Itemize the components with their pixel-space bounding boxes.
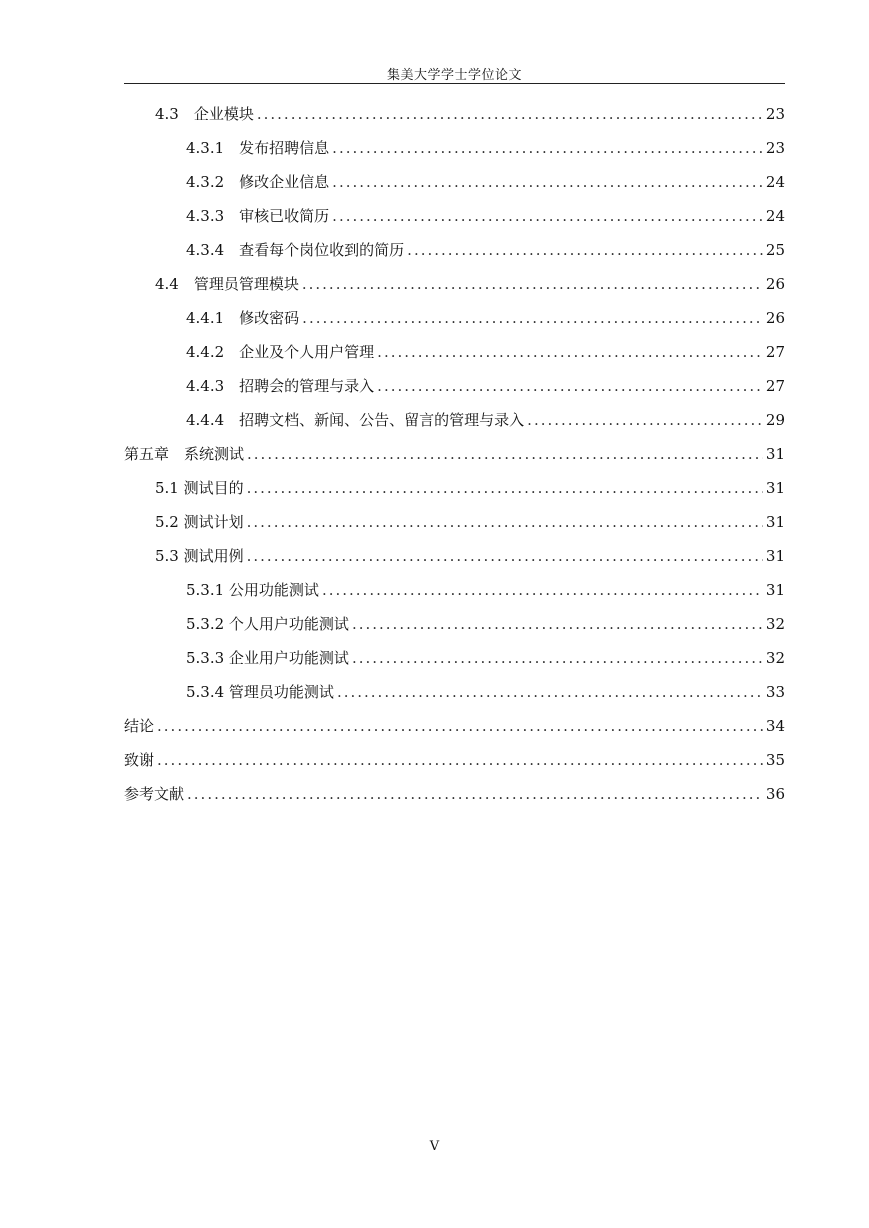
toc-leader-dots: [302, 309, 763, 327]
toc-entry[interactable]: [124, 103, 785, 137]
toc-entry-label: 参考文献: [124, 785, 185, 803]
toc-entry-page-number: 29: [765, 411, 785, 429]
toc-entry-label: 第五章 系统测试: [124, 445, 245, 463]
toc-entry[interactable]: [124, 239, 785, 273]
toc-entry[interactable]: [124, 579, 785, 613]
toc-entry[interactable]: [124, 545, 785, 579]
toc-entry-label: 4.4.3 招聘会的管理与录入: [186, 377, 375, 395]
header-divider: [124, 83, 785, 84]
toc-entry-page-number: 32: [765, 649, 785, 667]
toc-entry-page-number: 36: [765, 785, 785, 803]
toc-leader-dots: [322, 581, 763, 599]
toc-leader-dots: [187, 785, 763, 803]
page-number: V: [429, 1139, 440, 1154]
toc-entry[interactable]: [124, 409, 785, 443]
toc-entry-label: 5.3.3 企业用户功能测试: [186, 649, 349, 667]
toc-entry-page-number: 26: [765, 275, 785, 293]
toc-entry-page-number: 34: [765, 717, 785, 735]
toc-leader-dots: [247, 445, 763, 463]
toc-entry-label: 4.3.1 发布招聘信息: [186, 139, 330, 157]
toc-entry-label: 5.3.2 个人用户功能测试: [186, 615, 349, 633]
toc-entry-label: 4.4.2 企业及个人用户管理: [186, 343, 375, 361]
toc-entry-label: 4.3.4 查看每个岗位收到的简历: [186, 241, 405, 259]
toc-entry-page-number: 31: [765, 547, 785, 565]
toc-entry[interactable]: [124, 341, 785, 375]
toc-entry-page-number: 24: [765, 207, 785, 225]
toc-entry-label: 5.1 测试目的: [155, 479, 244, 497]
toc-entry-page-number: 26: [765, 309, 785, 327]
toc-leader-dots: [332, 173, 763, 191]
toc-entry[interactable]: [124, 443, 785, 477]
toc-entry[interactable]: [124, 307, 785, 341]
toc-entry-page-number: 31: [765, 513, 785, 531]
toc-leader-dots: [337, 683, 763, 701]
toc-leader-dots: [157, 751, 763, 769]
toc-leader-dots: [257, 105, 763, 123]
toc-entry-label: 5.3 测试用例: [155, 547, 244, 565]
toc-leader-dots: [332, 207, 763, 225]
toc-entry-page-number: 31: [765, 581, 785, 599]
toc-entry-page-number: 23: [765, 139, 785, 157]
toc-entry-label: 4.3.3 审核已收简历: [186, 207, 330, 225]
toc-entry[interactable]: [124, 205, 785, 239]
toc-entry[interactable]: [124, 137, 785, 171]
toc-entry-page-number: 27: [765, 343, 785, 361]
toc-entry-page-number: 23: [765, 105, 785, 123]
table-of-contents: [124, 103, 785, 817]
toc-entry-label: 致谢: [124, 751, 155, 769]
toc-entry-page-number: 35: [765, 751, 785, 769]
toc-entry[interactable]: [124, 749, 785, 783]
toc-leader-dots: [377, 377, 763, 395]
toc-entry-label: 4.3.2 修改企业信息: [186, 173, 330, 191]
toc-entry-page-number: 31: [765, 445, 785, 463]
toc-entry-label: 4.3 企业模块: [155, 105, 254, 123]
toc-leader-dots: [527, 411, 763, 429]
toc-entry-label: 4.4.1 修改密码: [186, 309, 300, 327]
toc-entry-page-number: 24: [765, 173, 785, 191]
toc-entry[interactable]: [124, 375, 785, 409]
toc-entry-page-number: 31: [765, 479, 785, 497]
toc-leader-dots: [247, 513, 763, 531]
toc-leader-dots: [407, 241, 763, 259]
toc-entry-label: 4.4.4 招聘文档、新闻、公告、留言的管理与录入: [186, 411, 525, 429]
toc-entry-page-number: 27: [765, 377, 785, 395]
toc-entry-label: 5.2 测试计划: [155, 513, 244, 531]
toc-leader-dots: [157, 717, 763, 735]
toc-leader-dots: [302, 275, 763, 293]
toc-entry[interactable]: [124, 681, 785, 715]
toc-leader-dots: [247, 547, 763, 565]
toc-entry-page-number: 32: [765, 615, 785, 633]
toc-leader-dots: [332, 139, 763, 157]
toc-entry[interactable]: [124, 511, 785, 545]
toc-leader-dots: [377, 343, 763, 361]
toc-entry[interactable]: [124, 171, 785, 205]
toc-entry[interactable]: [124, 783, 785, 817]
toc-leader-dots: [247, 479, 763, 497]
toc-entry[interactable]: [124, 715, 785, 749]
toc-entry-label: 5.3.4 管理员功能测试: [186, 683, 334, 701]
toc-leader-dots: [352, 649, 763, 667]
toc-entry-label: 4.4 管理员管理模块: [155, 275, 299, 293]
toc-entry[interactable]: [124, 647, 785, 681]
toc-entry[interactable]: [124, 477, 785, 511]
toc-entry[interactable]: [124, 273, 785, 307]
running-header-title: 集美大学学士学位论文: [386, 68, 522, 83]
toc-leader-dots: [352, 615, 763, 633]
toc-entry[interactable]: [124, 613, 785, 647]
toc-entry-page-number: 33: [765, 683, 785, 701]
toc-entry-page-number: 25: [765, 241, 785, 259]
toc-entry-label: 结论: [124, 717, 155, 735]
toc-entry-label: 5.3.1 公用功能测试: [186, 581, 319, 599]
